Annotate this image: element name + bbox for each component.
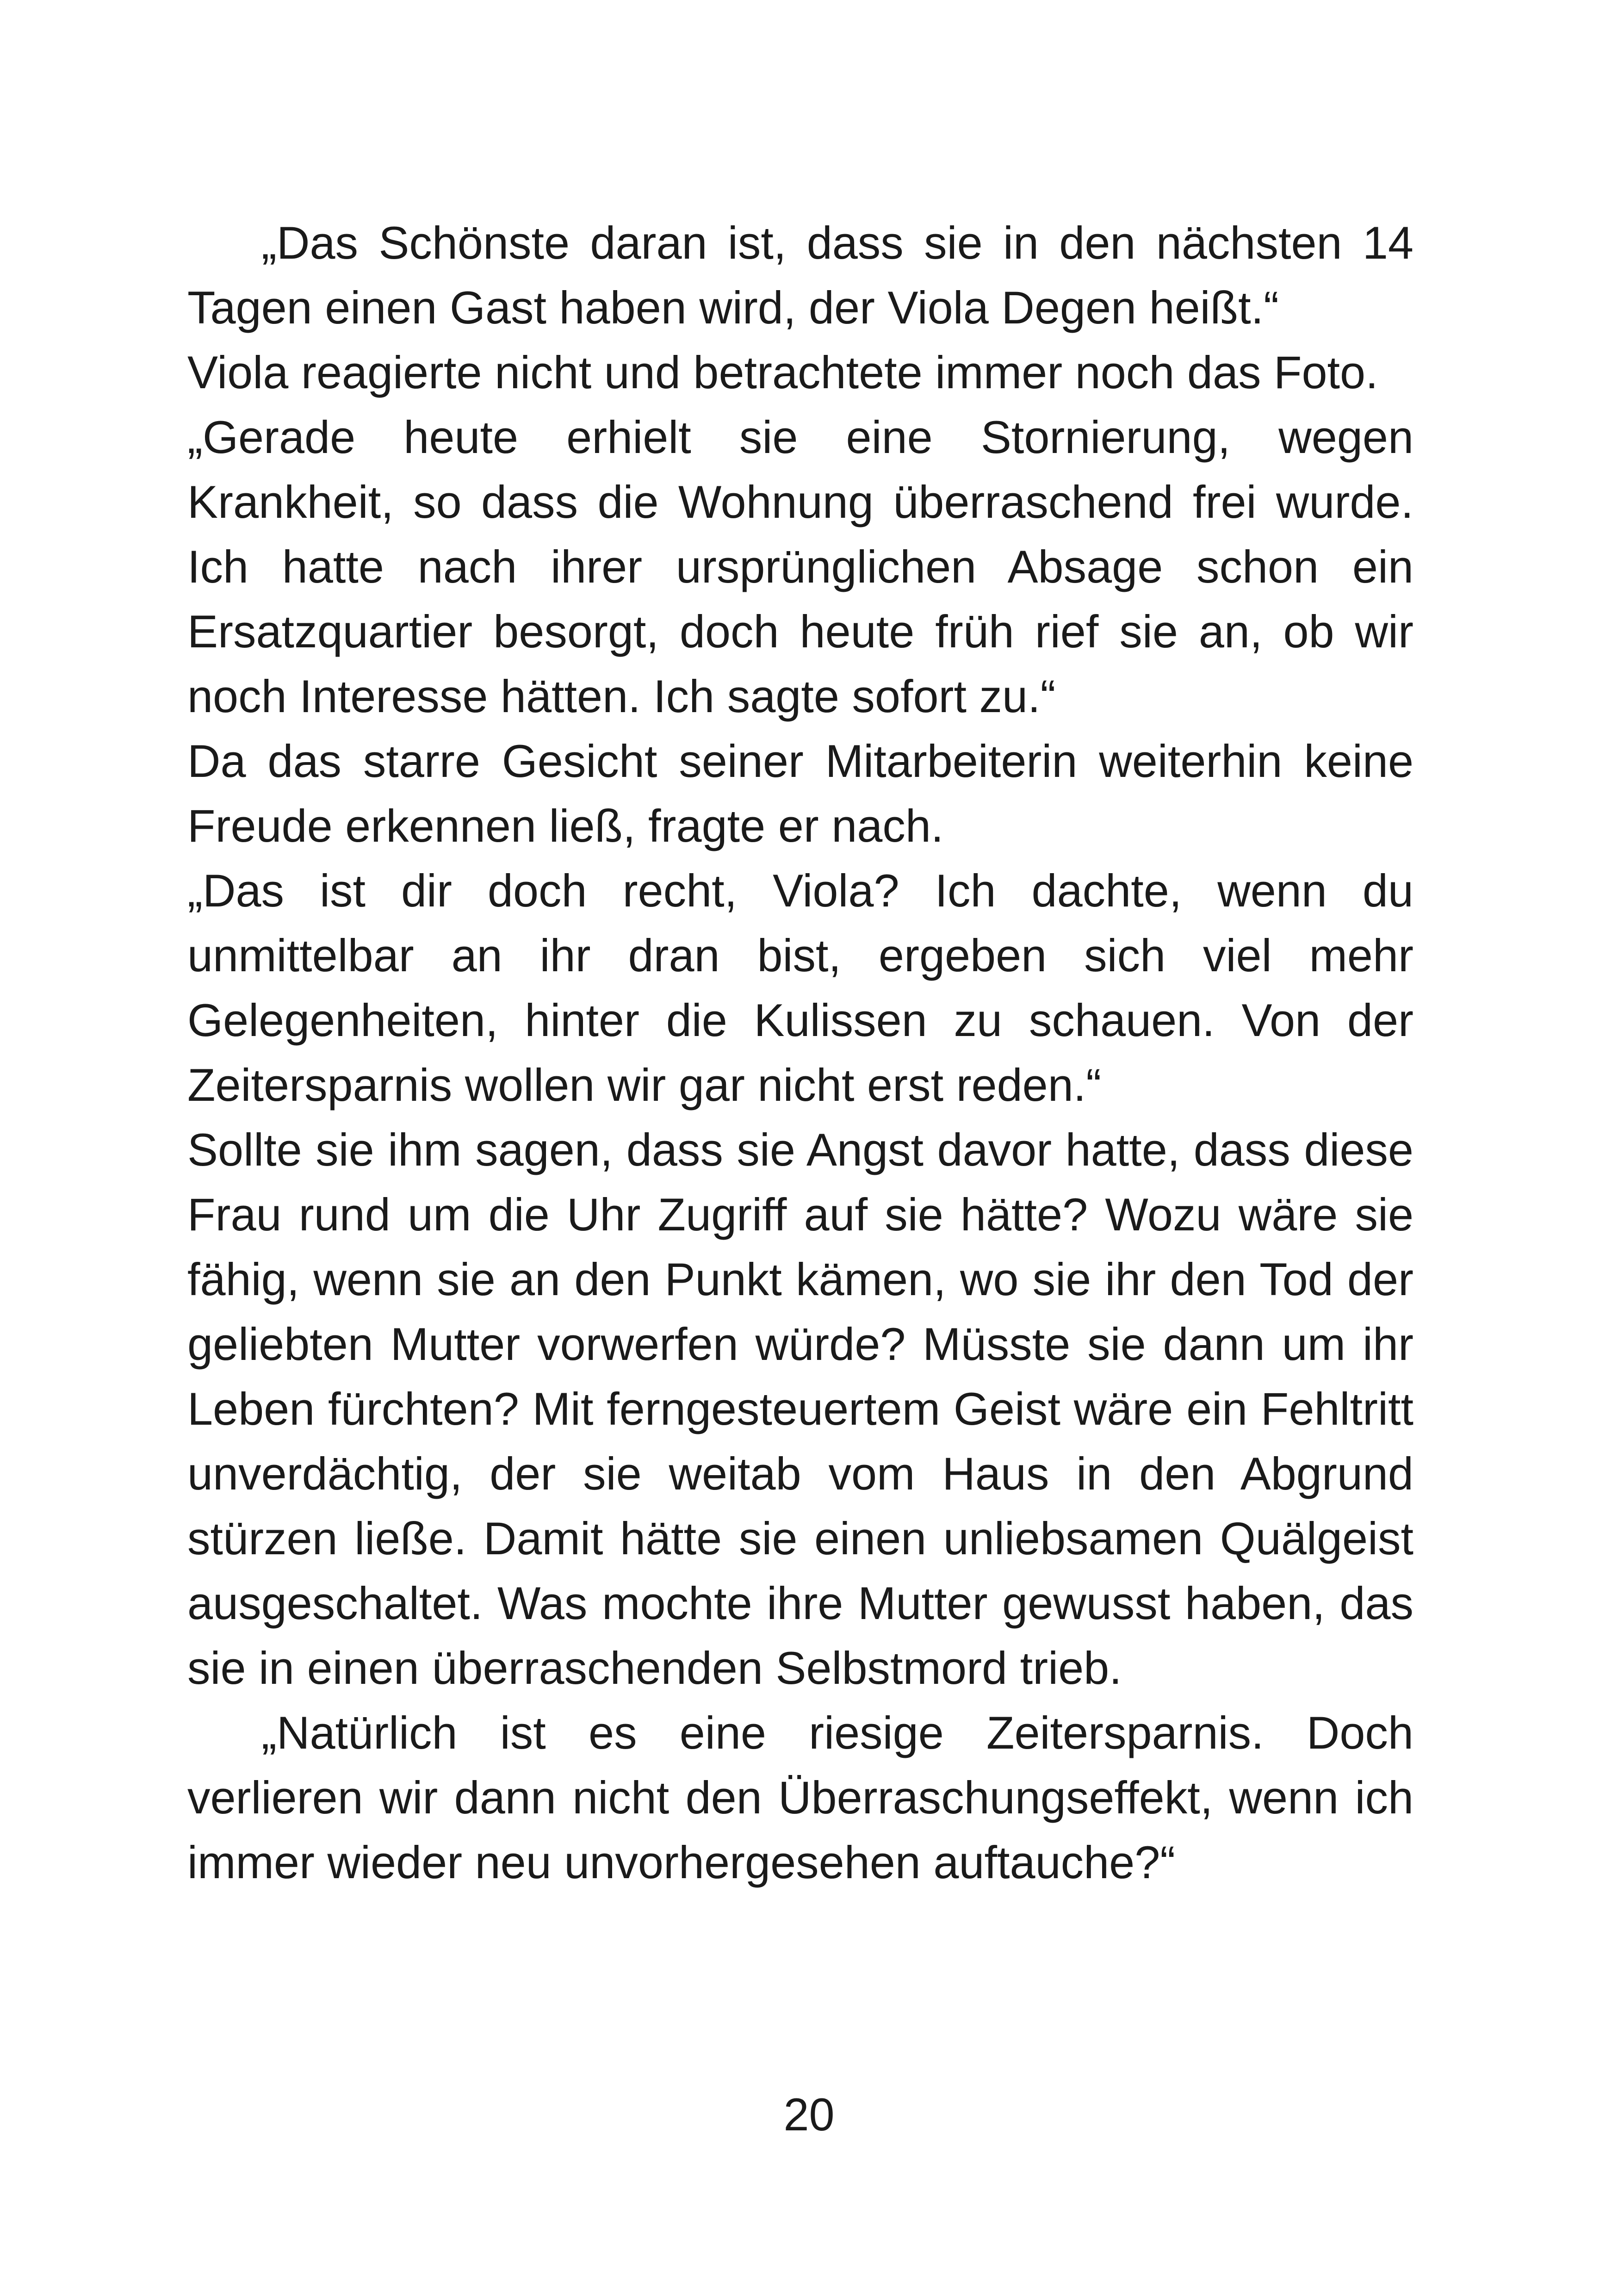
paragraph: Viola reagierte nicht und betrachtete immer noch das Foto.: [187, 347, 1378, 398]
paragraph: „Natürlich ist es eine riesige Zeitersparnis. Doch verlieren wir dann nicht den Überraschungseffekt, wenn ich immer wieder neu unvorhergesehen auftauche?“: [187, 1707, 1413, 1888]
paragraph: „Das ist dir doch recht, Viola? Ich dachte, wenn du unmittelbar an ihr dran bist, ergeben sich viel mehr Gelegenheiten, hinter die Kulissen zu schauen. Von der Zeitersparnis wollen wir gar nicht erst reden.“: [187, 865, 1413, 1111]
page-number: 20: [783, 2089, 835, 2140]
paragraph: „Gerade heute erhielt sie eine Stornierung, wegen Krankheit, so dass die Wohnung überraschend frei wurde. Ich hatte nach ihrer ursprünglichen Absage schon ein Ersatzquartier besorgt, doch heute früh rief sie an, ob wir noch Interesse hätten. Ich sagte sofort zu.“: [187, 411, 1413, 722]
paragraph: „Das Schönste daran ist, dass sie in den nächsten 14 Tagen einen Gast haben wird, der Viola Degen heißt.“: [187, 217, 1413, 333]
body-text: [187, 211, 1413, 1895]
paragraph: Da das starre Gesicht seiner Mitarbeiterin weiterhin keine Freude erkennen ließ, fragte er nach.: [187, 735, 1413, 851]
paragraph: Sollte sie ihm sagen, dass sie Angst davor hatte, dass diese Frau rund um die Uhr Zugriff auf sie hätte? Wozu wäre sie fähig, wenn sie an den Punkt kämen, wo sie ihr den Tod der geliebten Mutter vorwerfen würde? Müsste sie dann um ihr Leben fürchten? Mit ferngesteuertem Geist wäre ein Fehltritt unverdächtig, der sie weitab vom Haus in den Abgrund stürzen ließe. Damit hätte sie einen unliebsamen Quälgeist ausgeschaltet. Was mochte ihre Mutter gewusst haben, das sie in einen überraschenden Selbstmord trieb.: [187, 1124, 1413, 1694]
